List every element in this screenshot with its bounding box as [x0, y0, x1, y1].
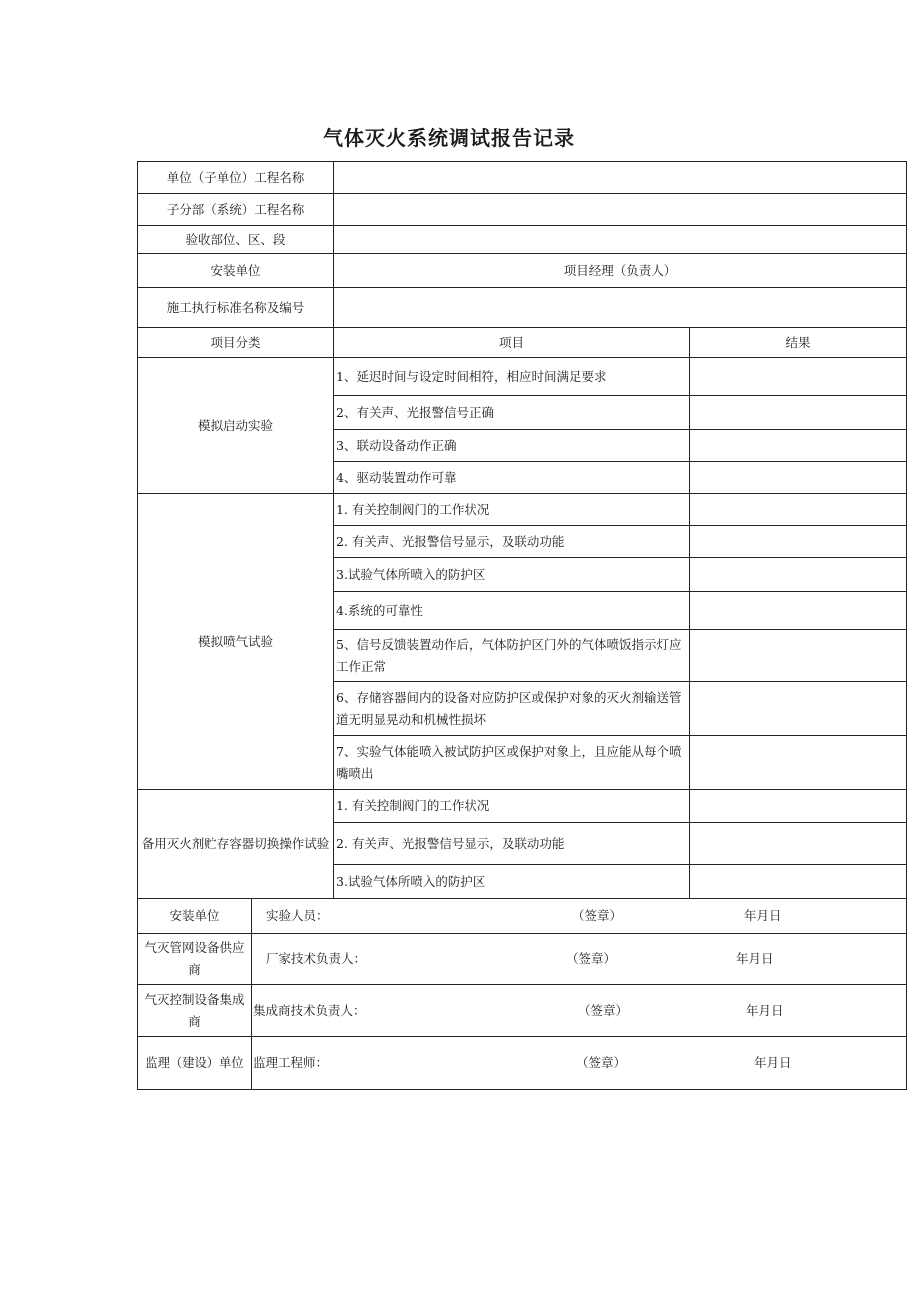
item-text: 4.系统的可靠性 — [334, 592, 690, 630]
result-field[interactable] — [690, 396, 907, 430]
signature-party: 监理（建设）单位 — [138, 1037, 252, 1090]
group-name: 模拟启动实验 — [138, 358, 334, 494]
result-field[interactable] — [690, 462, 907, 494]
item-text: 3、联动设备动作正确 — [334, 430, 690, 462]
signature-field[interactable] — [252, 985, 907, 1037]
signature-role: 实验人员： — [266, 908, 329, 923]
result-field[interactable] — [690, 358, 907, 396]
item-text: 1. 有关控制阀门的工作状况 — [334, 494, 690, 526]
column-header-category: 项目分类 — [138, 328, 334, 358]
result-field[interactable] — [690, 494, 907, 526]
result-field[interactable] — [690, 630, 907, 682]
item-text: 6、存储容器间内的设备对应防护区或保护对象的灭火剂输送管道无明显晃动和机械性损坏 — [334, 682, 690, 736]
item-text: 2、有关声、光报警信号正确 — [334, 396, 690, 430]
result-field[interactable] — [690, 865, 907, 899]
date-label: 年月日 — [744, 908, 782, 923]
seal-label: （签章） — [572, 908, 623, 923]
group-name: 备用灭火剂贮存容器切换操作试验 — [138, 790, 334, 899]
signature-party: 气灭控制设备集成商 — [138, 985, 252, 1037]
item-text: 2. 有关声、光报警信号显示，及联动功能 — [334, 823, 690, 865]
group-name: 模拟喷气试验 — [138, 494, 334, 790]
item-text: 1、延迟时间与设定时间相符，相应时间满足要求 — [334, 358, 690, 396]
acceptance-part-field[interactable] — [334, 226, 907, 254]
signature-table — [137, 898, 907, 1090]
result-field[interactable] — [690, 682, 907, 736]
item-text: 4、驱动装置动作可靠 — [334, 462, 690, 494]
signature-role: 厂家技术负责人： — [266, 951, 367, 966]
signature-party: 气灭管网设备供应商 — [138, 934, 252, 985]
column-header-result: 结果 — [690, 328, 907, 358]
date-label: 年月日 — [736, 951, 774, 966]
item-text: 3.试验气体所喷入的防护区 — [334, 558, 690, 592]
signature-field[interactable] — [252, 934, 907, 985]
seal-label: （签章） — [576, 1055, 627, 1070]
project-manager-label: 项目经理（负责人） — [334, 254, 907, 288]
item-text: 7、实验气体能喷入被试防护区或保护对象上，且应能从每个喷嘴喷出 — [334, 736, 690, 790]
result-field[interactable] — [690, 592, 907, 630]
result-field[interactable] — [690, 430, 907, 462]
document-title: 气体灭火系统调试报告记录 — [323, 126, 575, 150]
seal-label: （签章） — [566, 951, 617, 966]
item-text: 3.试验气体所喷入的防护区 — [334, 865, 690, 899]
result-field[interactable] — [690, 558, 907, 592]
subsystem-field[interactable] — [334, 194, 907, 226]
subsystem-label: 子分部（系统）工程名称 — [138, 194, 334, 226]
result-field[interactable] — [690, 736, 907, 790]
signature-role: 集成商技术负责人： — [253, 1002, 366, 1018]
item-text: 2. 有关声、光报警信号显示，及联动功能 — [334, 526, 690, 558]
date-label: 年月日 — [746, 1002, 784, 1018]
result-field[interactable] — [690, 823, 907, 865]
install-unit-label: 安装单位 — [138, 254, 334, 288]
acceptance-part-label: 验收部位、区、段 — [138, 226, 334, 254]
signature-field[interactable] — [252, 1037, 907, 1090]
date-label: 年月日 — [754, 1055, 792, 1070]
seal-label: （签章） — [578, 1002, 629, 1018]
signature-field[interactable] — [252, 899, 907, 934]
item-text: 5、信号反馈装置动作后，气体防护区门外的气体喷饭指示灯应工作正常 — [334, 630, 690, 682]
signature-party: 安装单位 — [138, 899, 252, 934]
column-header-item: 项目 — [334, 328, 690, 358]
commissioning-record-table — [137, 161, 907, 899]
standard-label: 施工执行标准名称及编号 — [138, 288, 334, 328]
project-name-field[interactable] — [334, 162, 907, 194]
standard-field[interactable] — [334, 288, 907, 328]
project-name-label: 单位（子单位）工程名称 — [138, 162, 334, 194]
signature-role: 监理工程师： — [253, 1055, 329, 1070]
result-field[interactable] — [690, 526, 907, 558]
result-field[interactable] — [690, 790, 907, 823]
item-text: 1. 有关控制阀门的工作状况 — [334, 790, 690, 823]
